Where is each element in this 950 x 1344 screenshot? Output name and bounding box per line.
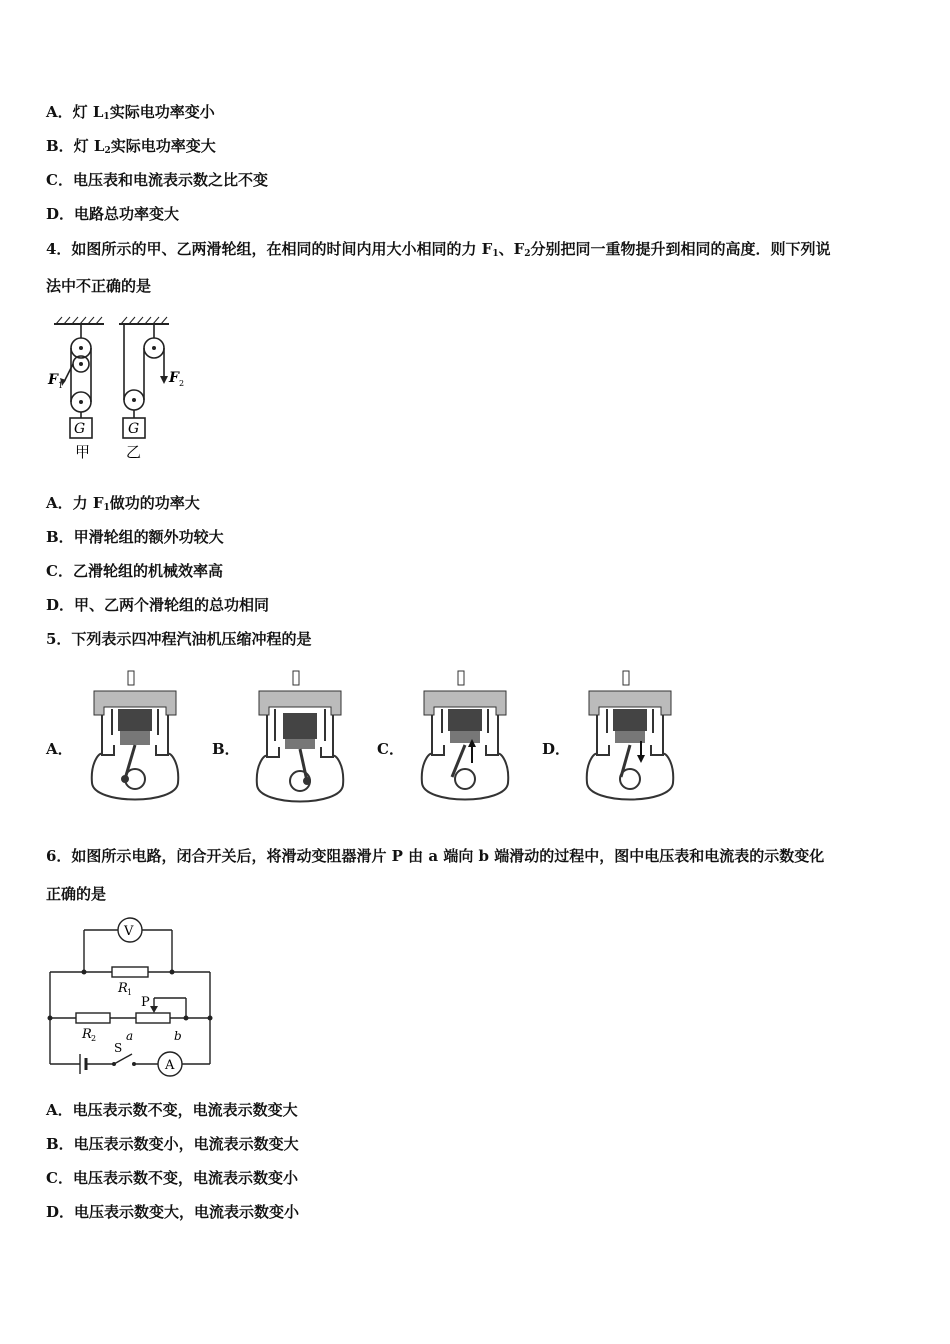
q5-label-b: B． xyxy=(212,740,240,758)
q6-option-b: B．电压表示数变小，电流表示数变大 xyxy=(46,1135,299,1153)
label-f2: F xyxy=(169,370,179,386)
q6-option-c: C．电压表示数不变，电流表示数变小 xyxy=(46,1169,298,1187)
q6-option-a: A．电压表示数不变，电流表示数变大 xyxy=(46,1101,298,1119)
q3-option-c: C．电压表和电流表示数之比不变 xyxy=(46,171,268,189)
label-f1-sub: 1 xyxy=(58,381,64,390)
label-p: P xyxy=(141,995,150,1010)
label-f1: F xyxy=(48,372,58,388)
engine-d-icon xyxy=(575,665,685,813)
q4-stem-line1: 4．如图所示的甲、乙两滑轮组，在相同的时间内用大小相同的力 $F_1$、$F_2$分别把同一重物提升到相同的高度．则下列说 xyxy=(46,240,831,259)
voltmeter-icon: V xyxy=(124,924,134,939)
label-switch: S xyxy=(114,1041,123,1055)
q5-label-c: C． xyxy=(377,740,404,758)
engine-a-icon xyxy=(80,665,190,813)
label-r2: R xyxy=(82,1027,92,1042)
label-a-end: a xyxy=(126,1029,134,1043)
label-jia: 甲 xyxy=(75,443,91,461)
label-f2-sub: 2 xyxy=(179,379,185,388)
q6-stem-line1: 6．如图所示电路，闭合开关后，将滑动变阻器滑片 P 由 a 端向 b 端滑动的过程中，图中电压表和电流表的示数变化 xyxy=(46,847,825,865)
label-r1-sub: 1 xyxy=(127,988,133,997)
ammeter-icon: A xyxy=(165,1058,175,1073)
q4-stem-line2: 法中不正确的是 xyxy=(46,277,152,295)
q5-stem: 5．下列表示四冲程汽油机压缩冲程的是 xyxy=(46,630,312,648)
q5-label-a: A． xyxy=(46,740,73,758)
q4-option-d: D．甲、乙两个滑轮组的总功相同 xyxy=(46,596,270,614)
label-r1: R xyxy=(118,981,128,996)
q3-option-d: D．电路总功率变大 xyxy=(46,205,180,223)
q6-option-d: D．电压表示数变大，电流表示数变小 xyxy=(46,1203,300,1221)
engine-c-icon xyxy=(410,665,520,813)
q3-option-b: B．灯 $L_2$实际电功率变大 xyxy=(46,137,216,156)
label-b-end: b xyxy=(174,1029,182,1043)
q4-option-b: B．甲滑轮组的额外功较大 xyxy=(46,528,224,546)
q3-option-a: A．灯 $L_1$实际电功率变小 xyxy=(46,103,215,122)
circuit-figure xyxy=(44,914,216,1082)
label-yi: 乙 xyxy=(126,443,142,461)
q4-option-c: C．乙滑轮组的机械效率高 xyxy=(46,562,223,580)
label-g-right: G xyxy=(128,421,140,437)
label-r2-sub: 2 xyxy=(91,1034,97,1043)
q4-option-a: A．力 $F_1$做功的功率大 xyxy=(46,494,200,513)
engine-b-icon xyxy=(245,665,355,813)
q6-stem-line2: 正确的是 xyxy=(46,885,107,903)
label-g-left: G xyxy=(74,421,86,437)
pulley-figure xyxy=(44,312,194,464)
q5-label-d: D． xyxy=(542,740,571,758)
